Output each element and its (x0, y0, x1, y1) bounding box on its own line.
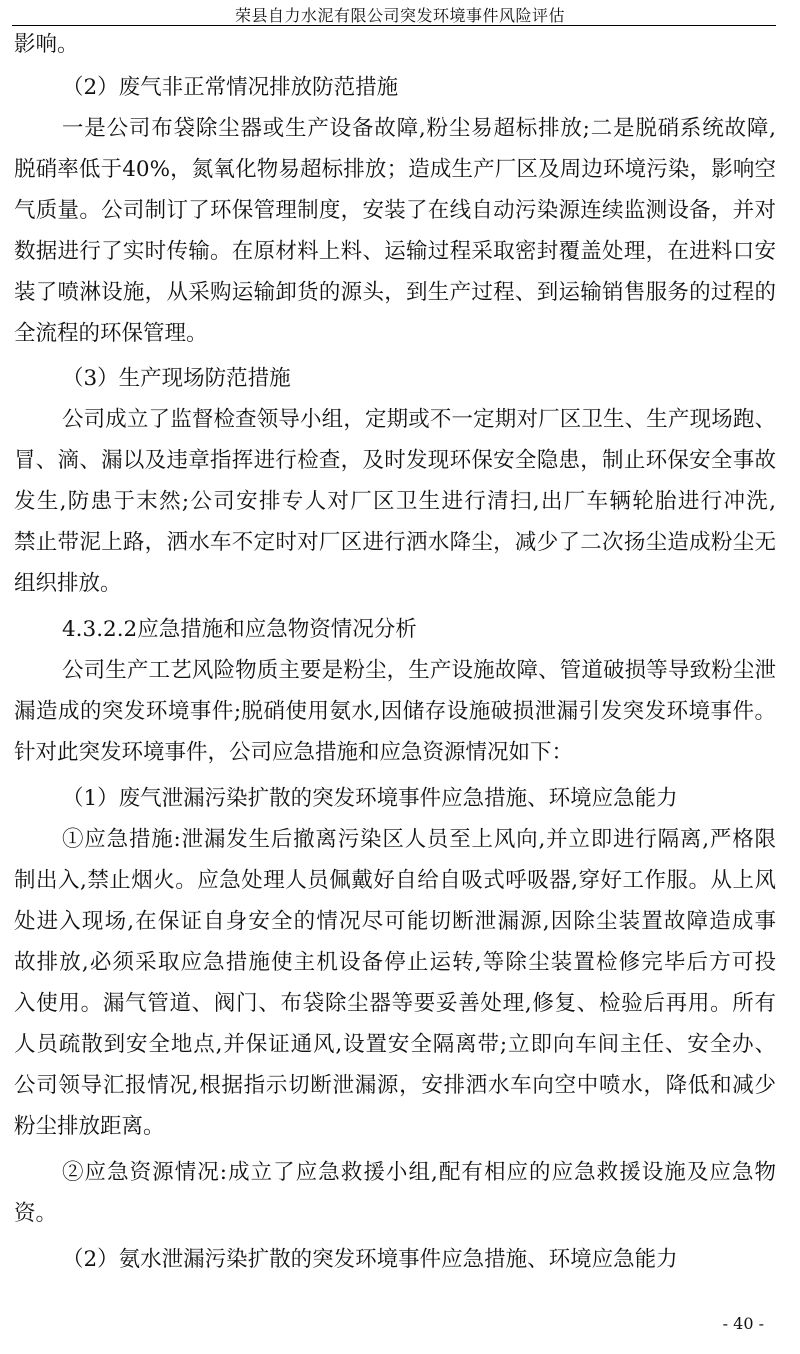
text-line: 脱硝率低于40%，氮氧化物易超标排放；造成生产厂区及周边环境污染，影响空 (14, 157, 776, 182)
text-line: 公司成立了监督检查领导小组，定期或不一定期对厂区卫生、生产现场跑、 (62, 407, 776, 432)
text-line: 气质量。公司制订了环保管理制度，安装了在线自动污染源连续监测设备，并对 (14, 198, 776, 223)
section-heading: 4.3.2.2应急措施和应急物资情况分析 (62, 617, 417, 642)
text-line: 入使用。漏气管道、阀门、布袋除尘器等要妥善处理,修复、检验后再用。所有 (14, 991, 776, 1016)
header-rule (12, 25, 776, 26)
subheading: （2）废气非正常情况排放防范措施 (62, 75, 399, 100)
text-line: ②应急资源情况:成立了应急救援小组,配有相应的应急救援设施及应急物 (62, 1160, 776, 1185)
text-line: 制出入,禁止烟火。应急处理人员佩戴好自给自吸式呼吸器,穿好工作服。从上风 (14, 868, 776, 893)
text-line: 全流程的环保管理。 (14, 321, 208, 346)
text-line: 公司生产工艺风险物质主要是粉尘，生产设施故障、管道破损等导致粉尘泄 (62, 658, 776, 683)
running-header: 荣县自力水泥有限公司突发环境事件风险评估 (234, 6, 565, 25)
text-line: 禁止带泥上路，洒水车不定时对厂区进行洒水降尘，减少了二次扬尘造成粉尘无 (14, 530, 776, 555)
text-line: 故排放,必须采取应急措施使主机设备停止运转,等除尘装置检修完毕后方可投 (14, 950, 776, 975)
text-line: 漏造成的突发环境事件;脱硝使用氨水,因储存设施破损泄漏引发突发环境事件。 (14, 699, 776, 724)
text-line: 组织排放。 (14, 571, 122, 596)
text-line: 粉尘排放距离。 (14, 1114, 165, 1139)
subheading: （3）生产现场防范措施 (62, 366, 291, 391)
text-line: 处进入现场,在保证自身安全的情况尽可能切断泄漏源,因除尘装置故障造成事 (14, 909, 776, 934)
text-line: 公司领导汇报情况,根据指示切断泄漏源，安排洒水车向空中喷水，降低和减少 (14, 1073, 776, 1098)
text-line: 人员疏散到安全地点,并保证通风,设置安全隔离带;立即向车间主任、安全办、 (14, 1032, 776, 1057)
text-line: 数据进行了实时传输。在原材料上料、运输过程采取密封覆盖处理，在进料口安 (14, 239, 776, 264)
text-line: 一是公司布袋除尘器或生产设备故障,粉尘易超标排放;二是脱硝系统故障, (62, 116, 776, 141)
text-line: 资。 (14, 1201, 58, 1226)
text-line: 冒、滴、漏以及违章指挥进行检查，及时发现环保安全隐患，制止环保安全事故 (14, 448, 776, 473)
text-line: 装了喷淋设施，从采购运输卸货的源头，到生产过程、到运输销售服务的过程的 (14, 280, 776, 305)
text-line: 发生,防患于末然;公司安排专人对厂区卫生进行清扫,出厂车辆轮胎进行冲洗, (14, 489, 776, 514)
text-line: 针对此突发环境事件，公司应急措施和应急资源情况如下： (14, 740, 574, 765)
text-line: ①应急措施:泄漏发生后撤离污染区人员至上风向,并立即进行隔离,严格限 (62, 827, 776, 852)
subheading: （1）废气泄漏污染扩散的突发环境事件应急措施、环境应急能力 (62, 786, 678, 811)
page-number: - 40 - (722, 1314, 764, 1333)
subheading: （2）氨水泄漏污染扩散的突发环境事件应急措施、环境应急能力 (62, 1247, 678, 1272)
text-line: 影响。 (14, 32, 79, 57)
